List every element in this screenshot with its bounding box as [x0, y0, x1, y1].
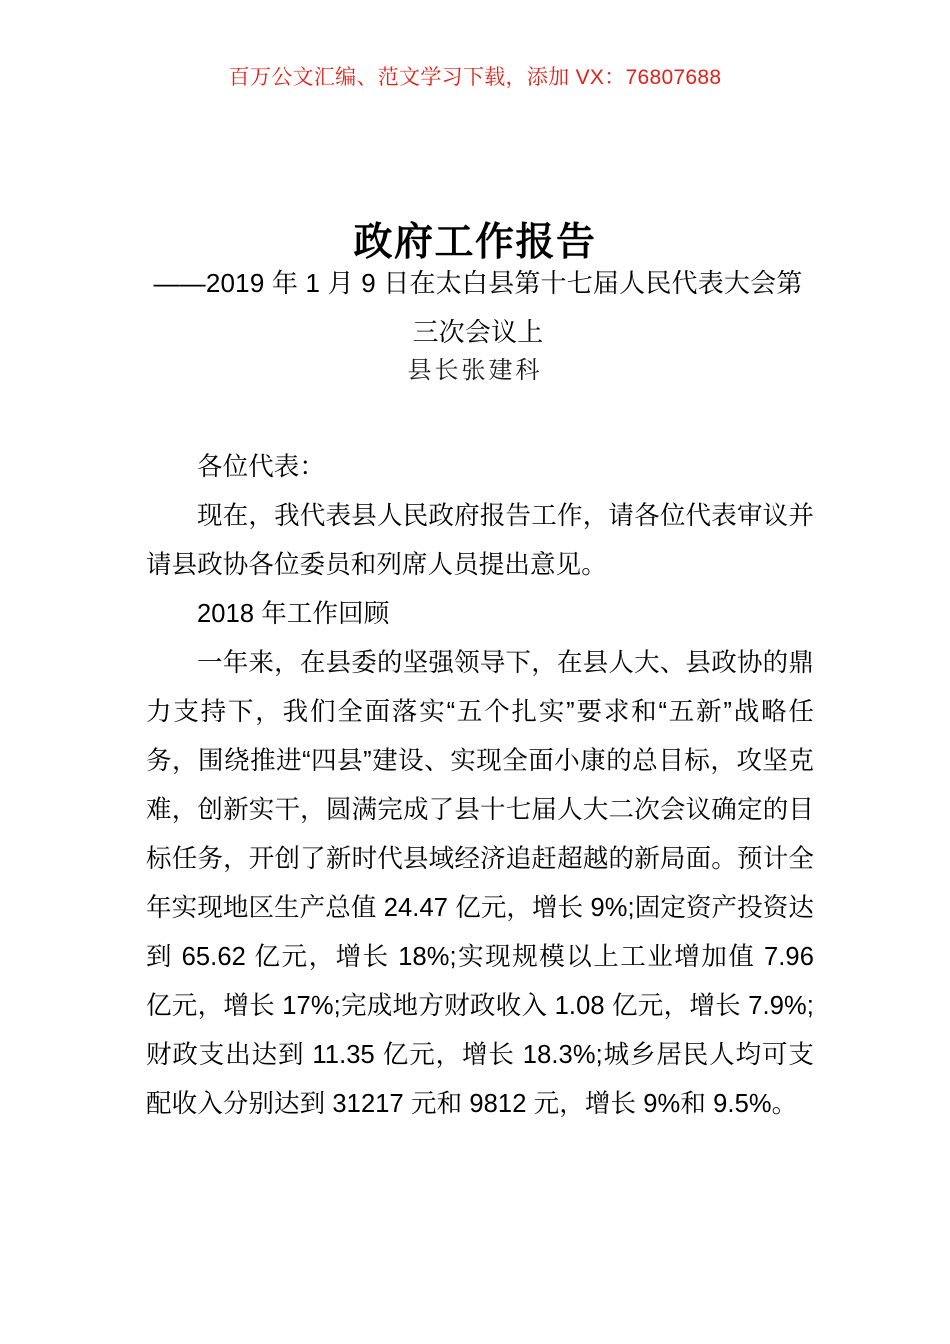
document-subtitle: ——2019 年 1 月 9 日在太白县第十七届人民代表大会第三次会议上 — [153, 268, 803, 347]
paragraph-year-review: 一年来，在县委的坚强领导下，在县人大、县政协的鼎力支持下，我们全面落实“五个扎实”要求和“五新”战略任务，围绕推进“四县”建设、实现全面小康的总目标，攻坚克难，创新实干，圆满完成了县十七届人大二次会议确定的目标任务，开创了新时代县域经济追赶超越的新局面。预计全年实现地区生产总值 24.47 亿元，增长 9%;固定资产投资达到 65.62 亿元，增长 18%;实现规模以上工业增加值 7.96 亿元，增长 17%;完成地方财政收入 1.08 亿元，增长 7.9%;财政支出达到 11.35 亿元，增长 18.3%;城乡居民人均可支配收入分别达到 31217 元和 9812 元，增长 9%和 9.5%。 — [146, 649, 814, 1118]
paragraph-salutation: 各位代表： — [197, 453, 326, 481]
page-title: 政府工作报告 — [353, 221, 597, 265]
document-byline: 县长张建科 — [407, 358, 543, 384]
promo-watermark-header: 百万公文汇编、范文学习下载，添加 VX：76807688 — [228, 66, 722, 89]
paragraph-introduction: 现在，我代表县人民政府报告工作，请各位代表审议并请县政协各位委员和列席人员提出意见。 — [146, 502, 814, 579]
document-body — [146, 443, 814, 1129]
paragraph-section-heading: 2018 年工作回顾 — [197, 600, 390, 628]
